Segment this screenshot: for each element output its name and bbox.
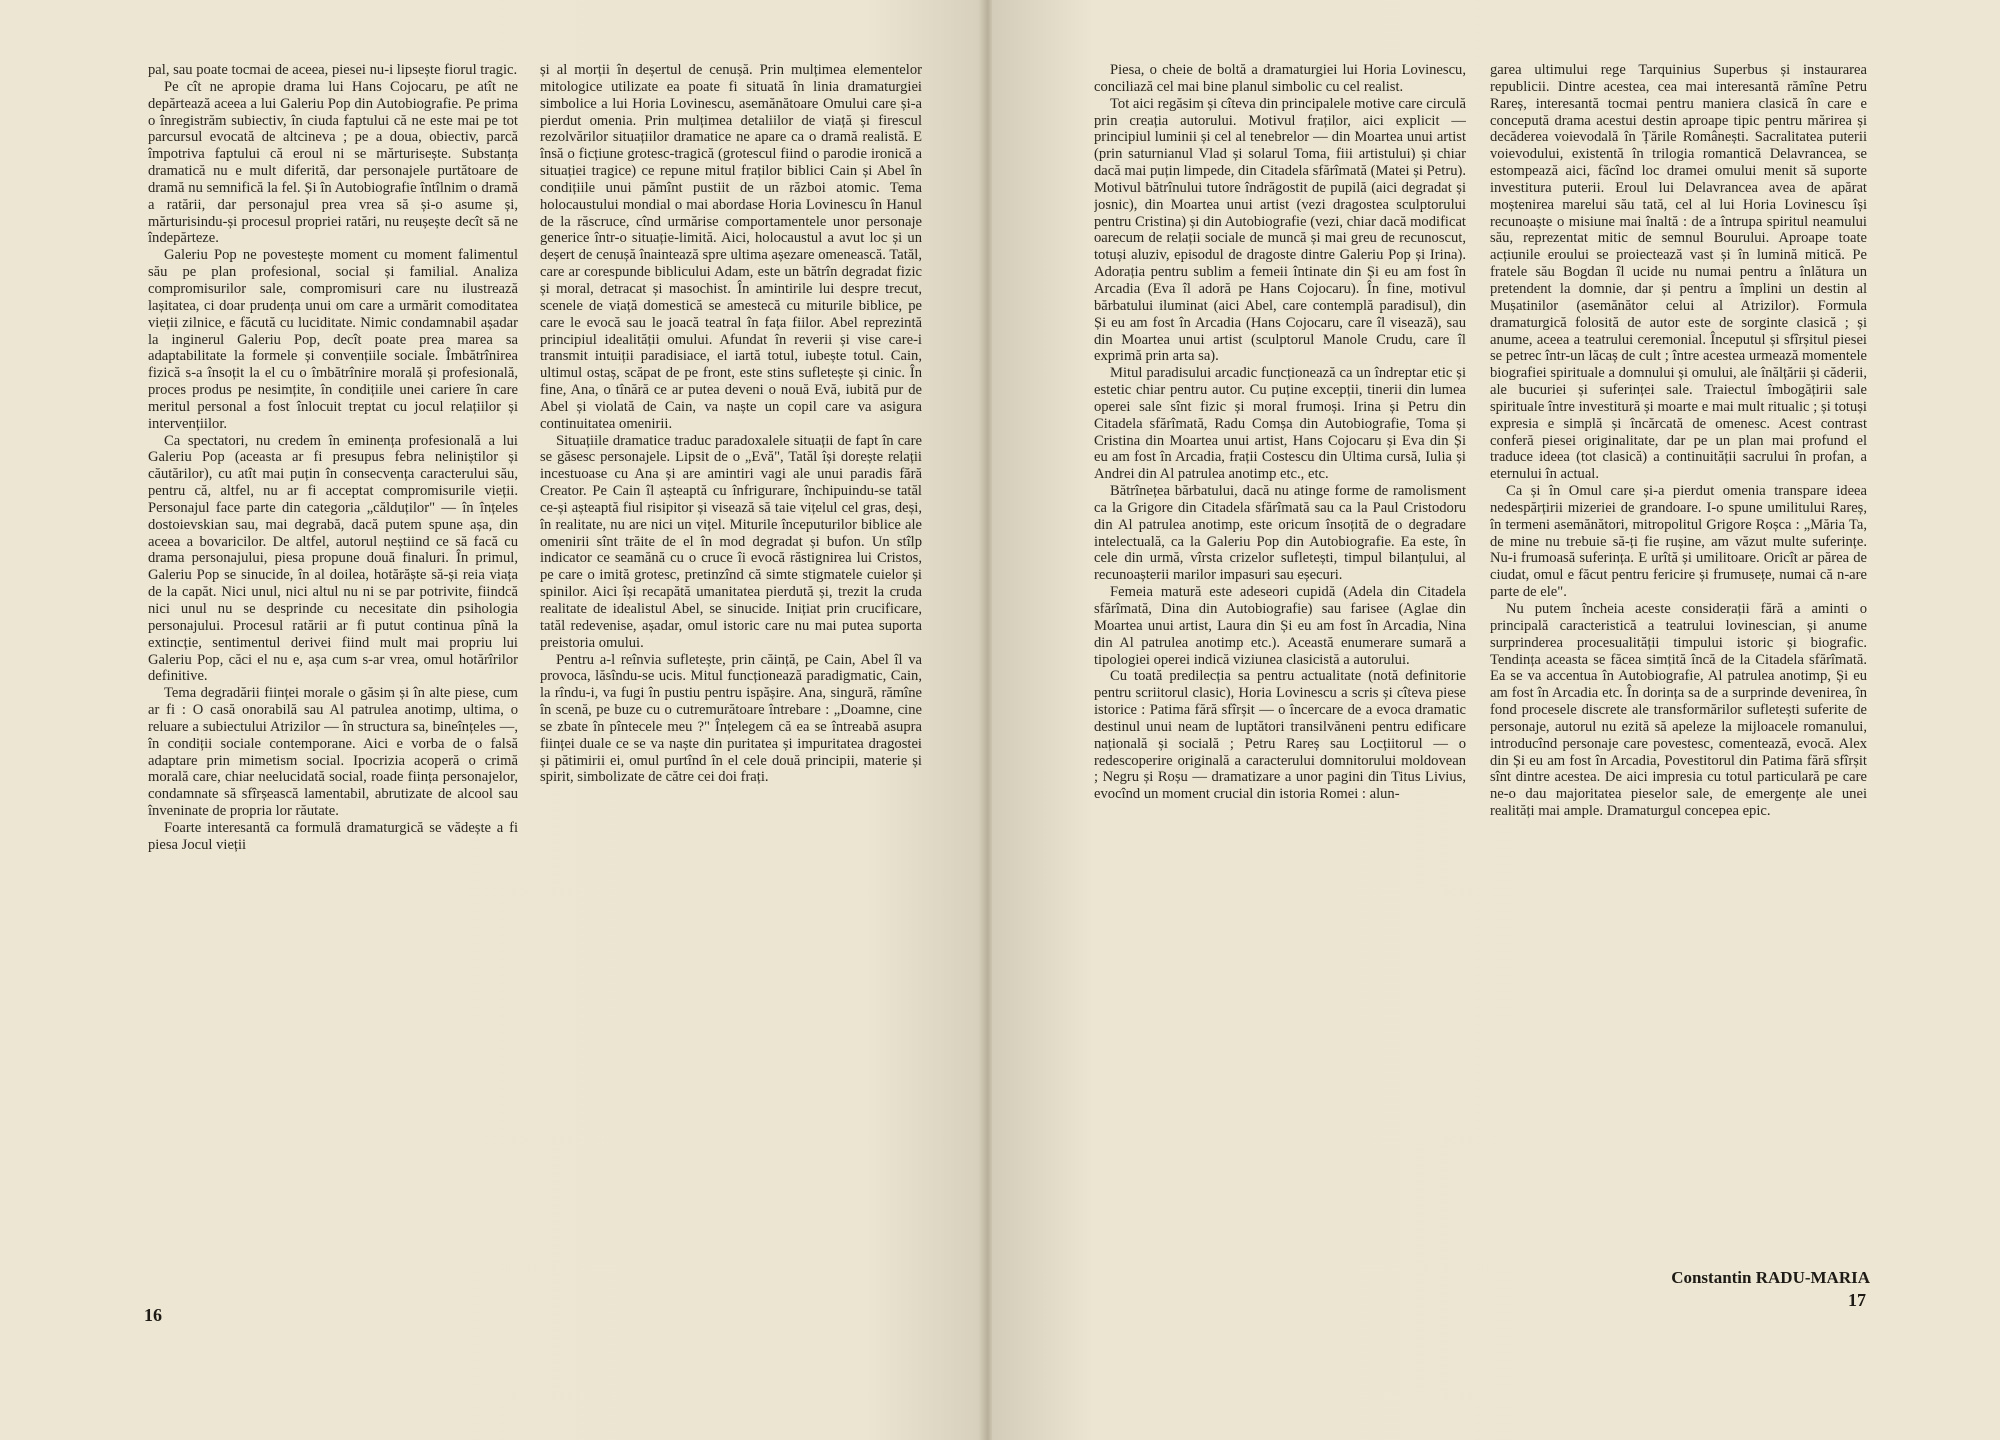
paragraph: pal, sau poate tocmai de aceea, piesei nu-i lipsește fiorul tragic. bbox=[148, 62, 518, 78]
paragraph: Tema degradării ființei morale o găsim și în alte piese, cum ar fi : O casă onorabilă sau Al patrulea anotimp, ultima, o reluare a subiectului Atrizilor — în structura sa, bineînțeles —, în condiții sociale contemporane. Aici e vorba de o falsă adaptare prin mimetism social. Ipocrizia acoperă o crimă morală care, chiar neelucidată social, roade ființa personajelor, condamnate să sfîrșească lamentabil, abrutizate de alcool sau înveninate de propria lor răutate. bbox=[148, 685, 518, 820]
left-column-2 bbox=[540, 62, 922, 1284]
paragraph: Tot aici regăsim și cîteva din principalele motive care circulă prin creația autorului. Motivul fraților, aici explicit — principiul luminii și cel al tenebrelor — din Moartea unui artist (prin saturnianul Vlad și solarul Toma, fiii artistului) și chiar dacă mai puțin limpede, din Citadela sfărîmată (Matei și Petru). Motivul bătrînului tutore îndrăgostit de pupilă (aici degradat și josnic), din Moartea unui artist (vezi dragostea sculptorului pentru Cristina) și din Autobiografie (vezi, chiar dacă modificat oarecum de relații sociale de muncă și mai greu de recunoscut, totuși aluziv, episodul de dragoste dintre Galeriu Pop și Irina). Adorația pentru sublim a femeii întinate din Și eu am fost în Arcadia (Eva îl adoră pe Hans Cojocaru). În fine, motivul bărbatului iluminat (aici Abel, care contemplă paradisul), din Și eu am fost în Arcadia (Hans Cojocaru, care îl visează), sau din Moartea unui artist (sculptorul Manole Crudu, care îl exprimă prin arta sa). bbox=[1094, 95, 1466, 365]
paragraph: Femeia matură este adeseori cupidă (Adela din Citadela sfărîmată, Dina din Autobiografie) sau fariseе (Aglae din Moartea unui artist, Laura din Și eu am fost în Arcadia, Nina din Al patrulea anotimp etc.). Această enumerare sumară a tipologiei operei indică viziunea clasicistă a autorului. bbox=[1094, 584, 1466, 668]
paragraph: și al morții în deșertul de cenușă. Prin mulțimea elementelor mitologice utilizate ea poate fi situată în linia dramaturgiei simbolice a lui Horia Lovinescu, asemănătoare Omului care și-a pierdut omenia. Prin mulțimea detaliilor de viață și firescul rezolvărilor situațiilor dramatice ne apare ca o dramă realistă. E însă o ficțiune grotesc-tragică (grotescul fiind o parodie ironică a situației tragice) ce repune mitul fraților biblici Cain și Abel în condițiile unui pămînt pustiit de un război atomic. Tema holocaustului mondial o mai abordase Horia Lovinescu în Hanul de la răscruce, cînd urmărise comportamentele unor personaje generice într-o situație-limită. Aici, holocaustul a avut loc și un deșert de cenușă înaintează spre ultima așezare omenească. Tatăl, care ar corespunde biblicului Adam, este un bătrîn degradat fizic și moral, detracat și masochist. În amintirile lui despre trecut, scenele de viață domestică se amestecă cu miturile biblice, pe care le evocă sau le joacă teatral în fața fiilor. Abel reprezintă principiul idealității omului. Afundat în reverii și vise care-i transmit intuiții paradisiace, el iartă totul, iubește totul. Cain, ultimul ostaș, scăpat de pe front, este stins sufletește și cinic. În fine, Ana, o tînără ce ar putea deveni o nouă Evă, iubită pur de Abel și violată de Cain, va naște un copil care va asigura continuitatea omenirii. bbox=[540, 62, 922, 432]
paragraph: Mitul paradisului arcadic funcționează ca un îndreptar etic și estetic chiar pentru autor. Cu puține excepții, tinerii din lumea operei sale sînt fizic și moral frumoși. Irina și Petru din Citadela sfărîmată, Radu Comșa din Autobiografie, Toma și Cristina din Moartea unui artist, Hans Cojocaru și Eva din Și eu am fost în Arcadia, frații Costescu din Ultima cursă, Iulia și Andrei din Al patrulea anotimp etc., etc. bbox=[1094, 365, 1466, 483]
author-signature: Constantin RADU-MARIA bbox=[1671, 1268, 1870, 1287]
paragraph: Situațiile dramatice traduc paradoxalele situații de fapt în care se găsesc personajele. Lipsit de o „Evă", Tatăl își dorește relații incestuoase cu Ana și are amintiri vagi ale unui paradis fără Creator. Pe Cain îl așteaptă cu înfrigurare, închipuindu-se tatăl ce-și așteaptă fiul risipitor și visează să taie vițelul cel gras, deși, în realitate, nu are nici un vițel. Miturile începuturilor biblice ale omenirii sînt trăite de el în mod degradat și bufon. Un stîlp indicator ce seamănă cu o cruce îi evocă răstignirea lui Cristos, pe care o imită grotesc, pretinzînd că simte stigmatele cuielor și spinilor. Aici își recapătă umanitatea pierdută și, trezit la cruda realitate de idealistul Abel, se sinucide. Inițiat prin crucificare, tatăl redevenise, așadar, omul istoric care nu mai putea suporta preistoria omului. bbox=[540, 432, 922, 651]
right-column-1 bbox=[1094, 62, 1466, 1284]
left-column-1 bbox=[148, 62, 518, 1284]
page-number-left: 16 bbox=[144, 1305, 162, 1325]
paragraph: Pentru a-l reînvia sufletește, prin căință, pe Cain, Abel îl va provoca, lăsîndu-se ucis. Mitul funcționează paradigmatic, Cain, la rîndu-i, va fugi în pustiu pentru ispășire. Ana, singură, rămîne în scenă, pe buze cu o cutremurătoare întrebare : „Doamne, cine se zbate în pîntecele meu ?" Înțelegem că ea se întreabă asupra ființei duale ce se va naște din puritatea și impuritatea dragostei și pătimirii ei, omul purtînd în el cele două principii, materie și spirit, simbolizate de către cei doi frați. bbox=[540, 651, 922, 786]
paragraph: Cu toată predilecția sa pentru actualitate (notă definitorie pentru scriitorul clasic), Horia Lovinescu a scris și cîteva piese istorice : Patima fără sfîrșit — o încercare de a evoca dramatic destinul unui neam de luptători transilvăneni pentru edificare națională și socială ; Petru Rareș sau Locțiitorul — o redescoperire originală a caracterului domnitorului moldovean ; Negru și Roșu — dramatizare a unor pagini din Titus Livius, evocînd un moment crucial din istoria Romei : alun- bbox=[1094, 668, 1466, 803]
page-number-right: 17 bbox=[1848, 1290, 1866, 1310]
paragraph: Bătrînețea bărbatului, dacă nu atinge forme de ramolisment ca la Grigore din Citadela sfărîmată sau ca la Paul Cristodoru din Al patrulea anotimp, este oricum însoțită de o degradare intelectuală, ca la Galeriu Pop din Autobiografie. Ea este, în cele din urmă, vîrsta crizelor sufletești, timpul bilanțului, al recunoașterii marilor impasuri sau eșecuri. bbox=[1094, 483, 1466, 584]
right-column-2 bbox=[1490, 62, 1867, 1284]
paragraph: Foarte interesantă ca formulă dramaturgică se vădește a fi piesa Jocul vieții bbox=[148, 819, 518, 853]
paragraph: garea ultimului rege Tarquinius Superbus și instaurarea republicii. Dintre acestea, cea mai interesantă rămîne Petru Rareș, interesantă tocmai pentru maniera clasică în care e concepută drama acestui destin aproape tipic pentru mărirea și decăderea voievodală în Țările Românești. Sacralitatea puterii voievodului, existentă în trilogia romantică Delavrancea, se estompează aici, făcînd loc dramei omului menit să suporte investitura puterii. Eroul lui Delavrancea avea de apărat moștenirea marelui său tată, cel al lui Horia Lovinescu își recunoaște o misiune mai înaltă : de a întrupa spiritul neamului său, reprezentat mitic de semnul Bourului. Aproape toate acțiunile eroului se proiectează vast și în lumină mitică. Pe fratele său Bogdan îl ucide nu numai pentru a înlătura un pretendent la domnie, dar și pentru a împlini un destin al Mușatinilor (asemănător celui al Atrizilor). Formula dramaturgică folosită de autor este de sorginte clasică ; și anume, aceea a teatrului ceremonial. Începutul și sfîrșitul piesei se petrec într-un lăcaș de cult ; între acestea urmează momentele biografiei spirituale a domnului și omului, ale înălțării și căderii, ale bucuriei și suferinței sale. Traiectul îmbogățirii sale spirituale între investitură și moarte e mai mult ritualic ; și totuși expresia e simplă și încărcată de omenesc. Acest contrast conferă piesei originalitate, dar pe un plan mai profund el traduce ideea (tot clasică) a continuității sacrului în profan, a eternului în actual. bbox=[1490, 62, 1867, 483]
paragraph: Piesa, o cheie de boltă a dramaturgiei lui Horia Lovinescu, conciliază cel mai bine planul simbolic cu cel realist. bbox=[1094, 62, 1466, 95]
paragraph: Galeriu Pop ne povestește moment cu moment falimentul său pe plan profesional, social și familial. Analiza compromisurilor sale, compromisuri care nu ilustrează lașitatea, ci doar prudența unui om care a urmărit comoditatea vieții zilnice, e făcută cu luciditate. Nimic condamnabil așadar la inginerul Galeriu Pop, decît poate prea marea sa adaptabilitate la formele și convențiile sociale. Îmbătrînirea fizică s-a însoțit la el cu o îmbătrînire morală și profesională, proces produs pe nesimțite, în condițiile unei cariere în care meritul personal a fost înlocuit treptat cu jocul relațiilor și intervențiilor. bbox=[148, 247, 518, 432]
paragraph: Ca și în Omul care și-a pierdut omenia transpare ideea nedespărțirii mizeriei de grandoare. I-o spune umilitului Rareș, în termeni asemănători, mitropolitul Grigore Roșca : „Măria Ta, de mine nu trebuie să-ți fie rușine, am văzut multe suferințe. Nu-i frumoasă suferința. E urîtă și umilitoare. Oricît ar părea de ciudat, omul e făcut pentru fericire și frumusețe, numai că n-are parte de ele". bbox=[1490, 483, 1867, 601]
paragraph: Pe cît ne apropie drama lui Hans Cojocaru, pe atît ne depărtează aceea a lui Galeriu Pop din Autobiografie. Pe prima o înregistrăm subiectiv, în ciuda faptului că ne este mai pe tot parcursul evocată de altcineva ; pe a doua, obiectiv, parcă împotriva faptului că eroul ni se mărturisește. Substanța dramatică nu e mult diferită, dar personajele purtătoare de dramă nu semnifică la fel. Și în Autobiografie întîlnim o dramă a ratării, dar personajul prea vrea să și-o asume și, mărturisindu-și procesul propriei ratări, nu reușește decît să ne îndepărteze. bbox=[148, 78, 518, 247]
paragraph: Nu putem încheia aceste considerații fără a aminti o principală caracteristică a teatrului lovinescian, și anume surprinderea procesualității timpului istoric și biografic. Tendința aceasta se făcea simțită încă de la Citadela sfărîmată. Ea se va accentua în Autobiografie, Al patrulea anotimp, Și eu am fost în Arcadia etc. În dorința sa de a surprinde devenirea, în fond procesele discrete ale transformărilor sufletești suferite de personaje, autorul nu ezită să apeleze la mijloacele romanului, introducînd personaje care povestesc, comentează, evocă. Alex din Și eu am fost în Arcadia, Povestitorul din Patima fără sfîrșit sînt dintre acestea. De aici impresia cu totul particulară pe care ne-o dau majoritatea pieselor sale, de emergențe ale unei realități mai ample. Dramaturgul concepea epic. bbox=[1490, 601, 1867, 820]
left-page bbox=[0, 0, 985, 1440]
paragraph: Ca spectatori, nu credem în eminența profesională a lui Galeriu Pop (aceasta ar fi presupus febra neliniștilor și căutărilor), cu atît mai puțin în consecvența caracterului său, pentru că, altfel, nu ar fi acceptat compromisurile vieții. Personajul face parte din categoria „călduților" — în înțeles dostoievskian sau, mai degrabă, dacă putem spune așa, din aceea a bovaricilor. De altfel, autorul neștiind ce să facă cu drama personajului, piesa propune două finaluri. În primul, Galeriu Pop se sinucide, în al doilea, hotărăște să-și reia viața de la capăt. Nici unul, nici altul nu ni se par potrivite, fiindcă nici unul nu se desprinde cu necesitate din psihologia personajului. Procesul ratării ar fi putut continua pînă la extincție, sentimentul derivei fiind mult mai propriu lui Galeriu Pop, căci el nu e, așa cum s-ar vrea, omul hotărîrilor definitive. bbox=[148, 432, 518, 685]
